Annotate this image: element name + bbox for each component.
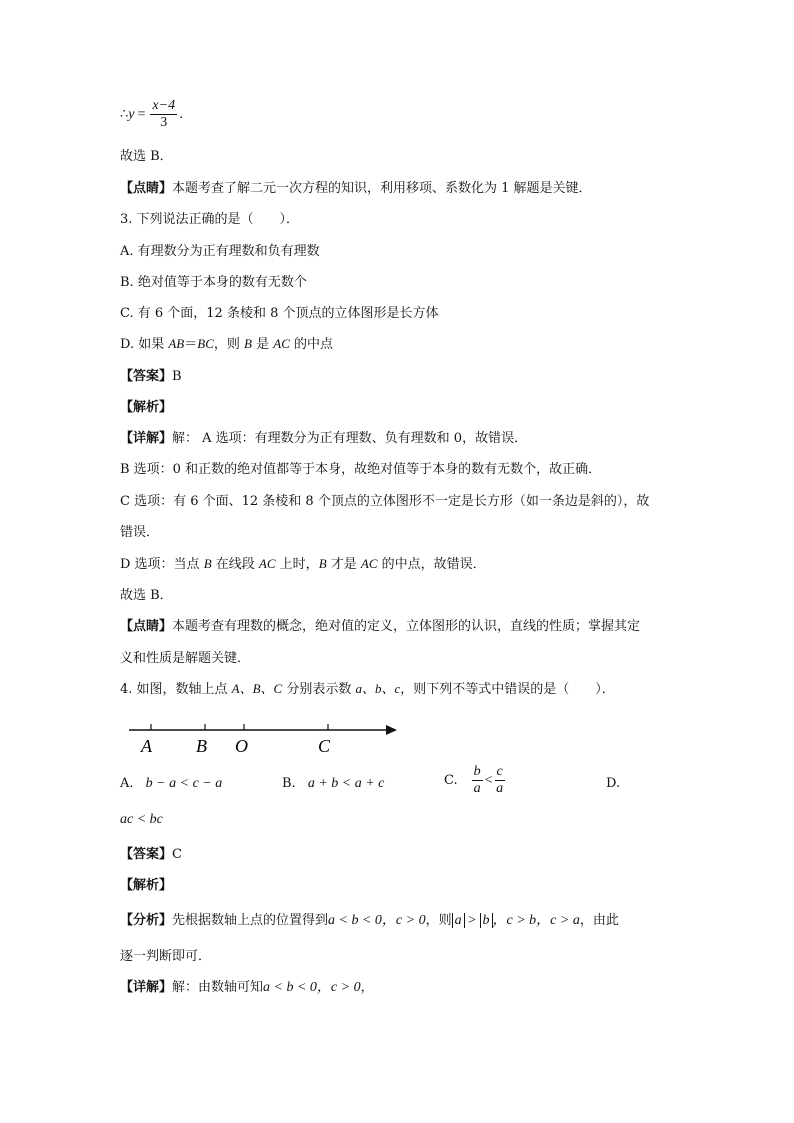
- text: ，则下列不等式中错误的是（ ）．: [400, 682, 615, 697]
- note-1: [120, 177, 592, 196]
- q4-analysis-tag: 【解析】: [120, 878, 173, 893]
- option-label: C.: [444, 773, 458, 789]
- q3-option-b: B. 绝对值等于本身的数有无数个: [120, 275, 307, 290]
- text: D 选项：当点: [120, 557, 204, 572]
- detail-tag: 【详解】: [120, 431, 173, 446]
- numerator: c: [495, 764, 505, 781]
- q3-option-a: A. 有理数分为正有理数和负有理数: [120, 244, 320, 259]
- segment-ab: AB: [168, 336, 185, 351]
- axis-label-o: O: [235, 736, 248, 756]
- var-y: y: [128, 106, 135, 122]
- note-text: 本题考查有理数的概念，绝对值的定义，立体图形的认识，直线的性质；掌握其定: [172, 619, 641, 634]
- axis-label-c: C: [318, 736, 331, 756]
- note-tag: 【点睛】: [120, 619, 173, 634]
- therefore-symbol: ∴: [120, 107, 129, 123]
- segment-ac: AC: [273, 336, 290, 351]
- option-expr: b − a < c − a: [145, 776, 223, 791]
- axis-arrow: [386, 725, 397, 735]
- fraction-numerator: x−4: [150, 98, 177, 115]
- text: 的中点: [289, 337, 334, 352]
- q3-choose: 故选 B．: [120, 588, 173, 603]
- option-expr: a + b < a + c: [307, 776, 385, 791]
- fraction-b-over-a: [472, 764, 483, 797]
- note-tag: 【点睛】: [120, 181, 173, 196]
- point-b: B: [318, 556, 327, 571]
- answer-tag: 【答案】: [120, 369, 173, 384]
- q4-option-d-label: D.: [606, 776, 621, 791]
- numbers: a、b、c: [355, 681, 401, 696]
- number-line-figure: [125, 718, 405, 760]
- q4-answer: [120, 843, 182, 862]
- denominator: a: [473, 781, 481, 797]
- point-b: B: [244, 336, 252, 351]
- text: 4. 如图，数轴上点: [120, 682, 232, 697]
- fraction: [150, 98, 177, 131]
- fraction-denominator: 3: [160, 115, 168, 131]
- text: 上时，: [275, 557, 319, 572]
- math-expr: a < b < 0，c > 0: [328, 913, 426, 928]
- numerator: b: [472, 764, 483, 781]
- q3-analysis-tag: 【解析】: [120, 400, 173, 415]
- text: 先根据数轴上点的位置得到: [172, 913, 329, 928]
- segment-ac: AC: [360, 556, 378, 571]
- points: A、B、C: [231, 681, 283, 696]
- abs-b: b: [480, 913, 493, 928]
- segment-bc: BC: [197, 336, 214, 351]
- choose-b-1: 故选 B．: [120, 149, 173, 164]
- denominator: a: [496, 781, 504, 797]
- q3-option-c: C. 有 6 个面，12 条棱和 8 个顶点的立体图形是长方体: [120, 306, 439, 321]
- greater-than: >: [464, 913, 480, 928]
- text: 的中点，故错误．: [377, 557, 486, 572]
- text: ，则: [425, 913, 452, 928]
- segment-ac: AC: [258, 556, 276, 571]
- less-than: <: [484, 772, 493, 788]
- q3-detail-d: [120, 553, 486, 572]
- text: ＝: [184, 337, 198, 352]
- q4-fenxi: [120, 909, 619, 929]
- q3-option-d: [120, 333, 333, 352]
- text: D. 如果: [120, 337, 169, 352]
- text: ，则: [213, 337, 245, 352]
- equals: =: [137, 106, 146, 122]
- q4-fenxi-2: 逐一判断即可．: [120, 949, 212, 964]
- math-expr: ，c > b，c > a: [492, 913, 580, 928]
- answer-value: B: [172, 369, 182, 384]
- fraction-c-over-a: [495, 764, 505, 797]
- fenxi-tag: 【分析】: [120, 913, 173, 928]
- q4-option-b: [282, 776, 384, 792]
- point-b: B: [203, 556, 212, 571]
- q4-option-c: [444, 764, 507, 797]
- option-label: A.: [120, 776, 134, 791]
- text: 在线段: [211, 557, 259, 572]
- q4-stem: [120, 678, 615, 697]
- q3-answer: [120, 365, 182, 384]
- period: .: [179, 107, 184, 123]
- text: 是: [251, 337, 274, 352]
- detail-tag: 【详解】: [120, 980, 173, 995]
- q4-option-d-expr: ac < bc: [120, 812, 163, 827]
- text: 解：由数轴可知: [172, 980, 264, 995]
- option-label: B.: [282, 776, 296, 791]
- q4-detail: [120, 976, 374, 996]
- text: 才是: [326, 557, 361, 572]
- q4-option-a: [120, 776, 222, 792]
- axis-label-a: A: [141, 736, 152, 756]
- q3-detail-c1: C 选项：有 6 个面、12 条棱和 8 个顶点的立体图形不一定是长方形（如一条边是斜的），故: [120, 494, 650, 509]
- axis-label-b: B: [196, 736, 207, 756]
- q3-detail-a: [120, 427, 527, 446]
- answer-value: C: [172, 847, 182, 862]
- q3-detail-b: B 选项：0 和正数的绝对值都等于本身，故绝对值等于本身的数有无数个，故正确．: [120, 462, 602, 477]
- text: ，: [360, 980, 374, 995]
- text: 分别表示数: [282, 682, 356, 697]
- math-expr: a < b < 0，c > 0: [263, 980, 361, 995]
- q3-note-1: [120, 615, 640, 634]
- formula-y: [120, 98, 183, 131]
- note-text: 本题考查了解二元一次方程的知识，利用移项、系数化为 1 解题是关键．: [172, 181, 592, 196]
- answer-tag: 【答案】: [120, 847, 173, 862]
- q3-note-2: 义和性质是解题关键．: [120, 651, 251, 666]
- q3-stem: 3. 下列说法正确的是（ ）．: [120, 212, 300, 227]
- abs-a: a: [452, 913, 465, 928]
- q3-detail-c2: 错误．: [120, 525, 160, 540]
- detail-text: 解： A 选项：有理数分为正有理数、负有理数和 0，故错误．: [172, 431, 528, 446]
- text: ，由此: [579, 913, 619, 928]
